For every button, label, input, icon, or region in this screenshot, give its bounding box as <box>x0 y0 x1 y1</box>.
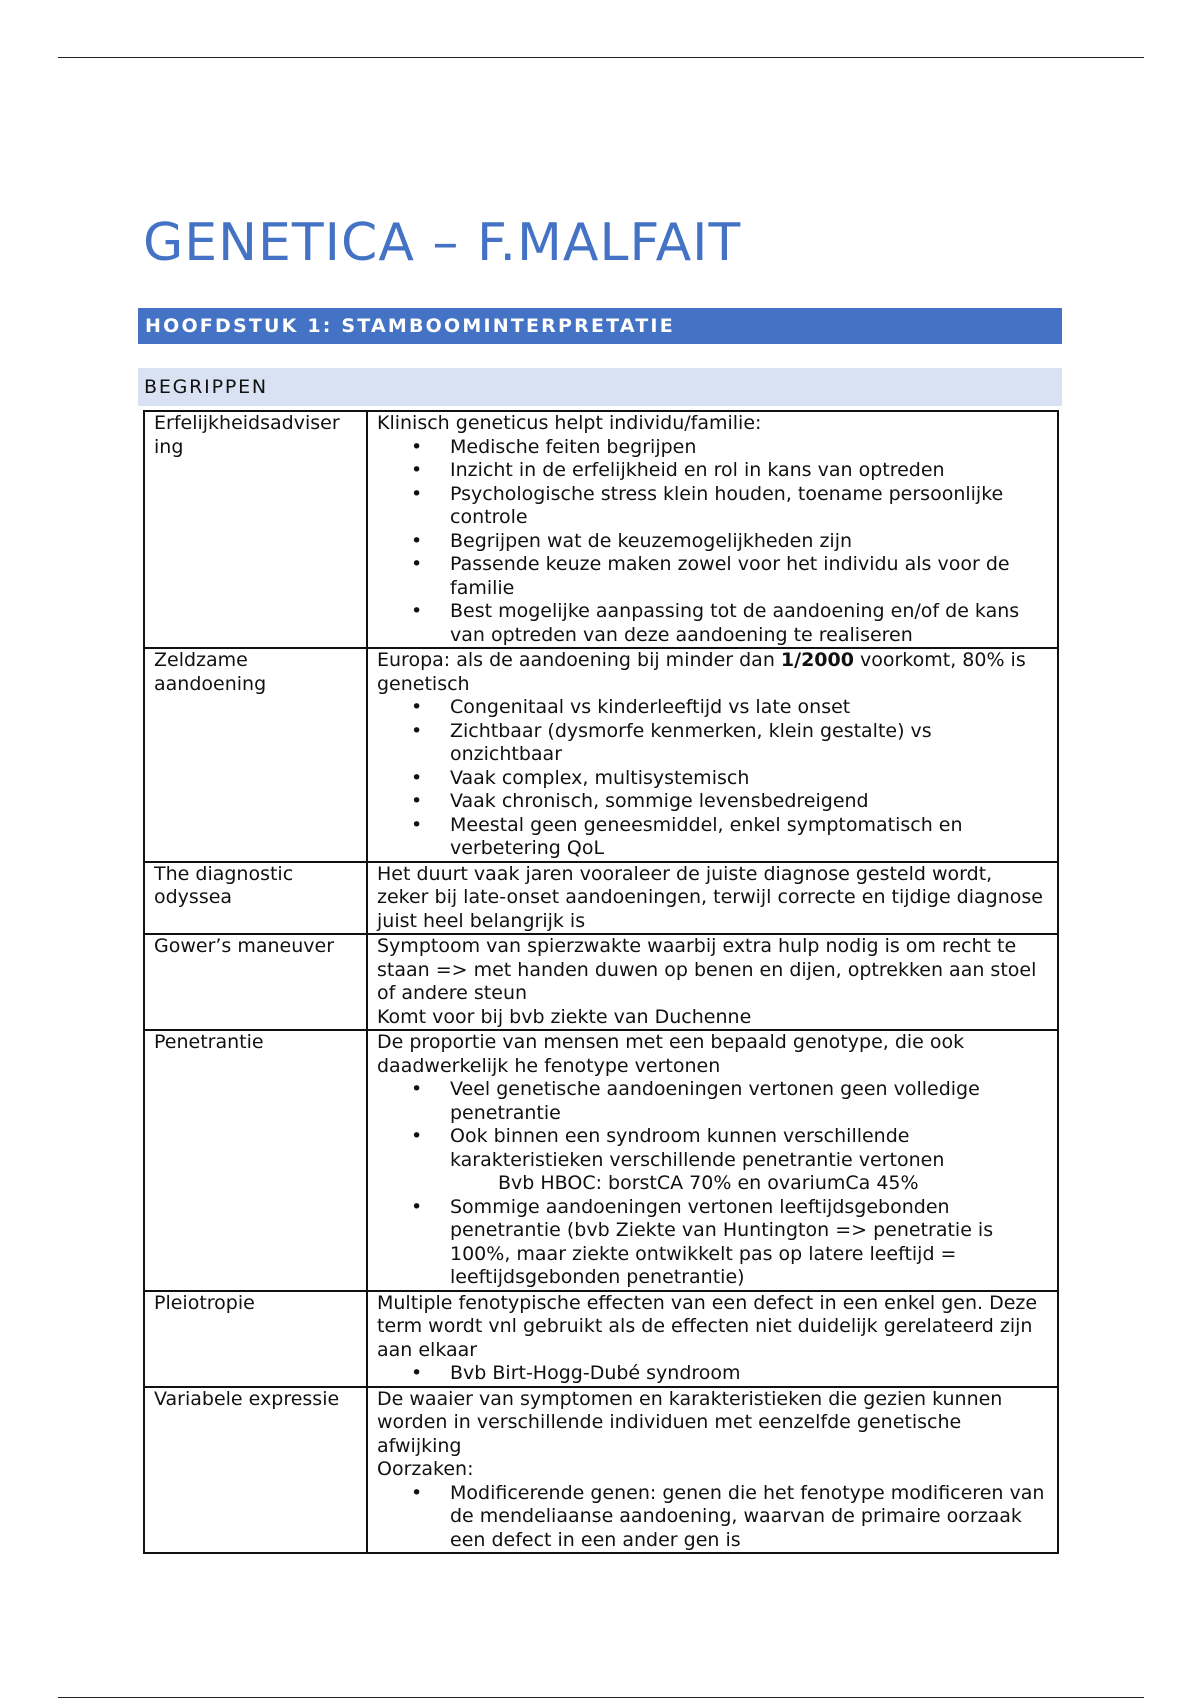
list-item: • Bvb Birt-Hogg-Dubé syndroom <box>450 1362 1048 1386</box>
header-rule <box>58 57 1144 58</box>
list-item: • Veel genetische aandoeningen vertonen geen volledige penetrantie <box>450 1078 1048 1125</box>
list-item: • Zichtbaar (dysmorfe kenmerken, klein gestalte) vs onzichtbaar <box>450 720 1048 767</box>
table-row <box>144 1387 1058 1554</box>
footer-rule <box>58 1697 1144 1698</box>
term-cell: Penetrantie <box>144 1030 367 1291</box>
list-item: • Meestal geen geneesmiddel, enkel symptomatisch en verbetering QoL <box>450 814 1048 861</box>
definition-cell <box>367 1387 1058 1554</box>
definition-cell <box>367 648 1058 862</box>
list-item: • Best mogelijke aanpassing tot de aandoening en/of de kans van optreden van deze aandoening te realiseren <box>450 600 1048 647</box>
bullet-list <box>377 1482 1048 1553</box>
definition-text: Klinisch geneticus helpt individu/familie: <box>377 412 762 434</box>
list-item: • Vaak complex, multisystemisch <box>450 767 1048 791</box>
list-item <box>450 1125 1048 1196</box>
list-item-text: • Ook binnen een syndroom kunnen verschillende karakteristieken verschillende penetrantie vertonen <box>450 1125 945 1171</box>
sub-item: Bvb HBOC: borstCA 70% en ovariumCa 45% <box>498 1172 919 1194</box>
bullet-list <box>377 696 1048 861</box>
definition-text: Symptoom van spierzwakte waarbij extra hulp nodig is om recht te staan => met handen duwen op benen en dijen, optrekken aan stoel of andere steun <box>377 935 1037 1004</box>
definition-cell <box>367 862 1058 935</box>
list-item: • Vaak chronisch, sommige levensbedreigend <box>450 790 1048 814</box>
bullet-list <box>377 1078 1048 1290</box>
definition-cell <box>367 1291 1058 1387</box>
list-item: • Passende keuze maken zowel voor het individu als voor de familie <box>450 553 1048 600</box>
table-row <box>144 411 1058 648</box>
definition-cell <box>367 411 1058 648</box>
term-cell: Variabele expressie <box>144 1387 367 1554</box>
terms-table <box>143 410 1059 1554</box>
definition-cell <box>367 1030 1058 1291</box>
table-row <box>144 934 1058 1030</box>
list-item: • Psychologische stress klein houden, toename persoonlijke controle <box>450 483 1048 530</box>
list-item: • Modificerende genen: genen die het fenotype modificeren van de mendeliaanse aandoening, waarvan de primaire oorzaak een defect in een ander gen is <box>450 1482 1048 1553</box>
list-item: • Congenitaal vs kinderleeftijd vs late onset <box>450 696 1048 720</box>
section-heading: BEGRIPPEN <box>138 368 1062 406</box>
table-row <box>144 1030 1058 1291</box>
term-cell: The diagnostic odyssea <box>144 862 367 935</box>
table-row <box>144 1291 1058 1387</box>
definition-text: Het duurt vaak jaren vooraleer de juiste diagnose gesteld wordt, zeker bij late-onset aandoeningen, terwijl correcte en tijdige diagnose juist heel belangrijk is <box>377 862 1043 932</box>
chapter-heading: HOOFDSTUK 1: STAMBOOMINTERPRETATIE <box>138 308 1062 344</box>
term-cell: Pleiotropie <box>144 1291 367 1387</box>
definition-text: De proportie van mensen met een bepaald genotype, die ook daadwerkelijk he fenotype vertonen <box>377 1031 965 1077</box>
definition-text: Multiple fenotypische effecten van een defect in een enkel gen. Deze term wordt vnl gebruikt als de effecten niet duidelijk gerelateerd zijn aan elkaar <box>377 1291 1038 1361</box>
definition-text <box>377 649 1048 696</box>
list-item: • Sommige aandoeningen vertonen leeftijdsgebonden penetrantie (bvb Ziekte van Huntington => penetratie is 100%, maar ziekte ontwikkelt pas op latere leeftijd = leeftijdsgebonden penetrantie) <box>450 1196 1048 1290</box>
table-row <box>144 648 1058 862</box>
definition-text: Oorzaken: <box>377 1458 474 1480</box>
definition-text-part: voorkomt, 80% is genetisch <box>377 649 1026 695</box>
list-item: • Medische feiten begrijpen <box>450 436 1048 460</box>
term-cell: Gower’s maneuver <box>144 934 367 1030</box>
term-cell: Zeldzame aandoening <box>144 648 367 862</box>
bold-value: 1/2000 <box>780 649 854 671</box>
document-title: GENETICA – F.MALFAIT <box>143 213 742 273</box>
definition-text: De waaier van symptomen en karakteristieken die gezien kunnen worden in verschillende individuen met eenzelfde genetische afwijking <box>377 1387 1003 1457</box>
definition-text-part: Europa: als de aandoening bij minder dan <box>377 649 781 671</box>
bullet-list <box>377 1362 1048 1386</box>
term-cell: Erfelijkheidsadviser ing <box>144 411 367 648</box>
definition-text: Komt voor bij bvb ziekte van Duchenne <box>377 1005 752 1028</box>
definition-cell <box>367 934 1058 1030</box>
list-item: • Begrijpen wat de keuzemogelijkheden zijn <box>450 530 1048 554</box>
list-item: • Inzicht in de erfelijkheid en rol in kans van optreden <box>450 459 1048 483</box>
table-row <box>144 862 1058 935</box>
bullet-list <box>377 436 1048 648</box>
